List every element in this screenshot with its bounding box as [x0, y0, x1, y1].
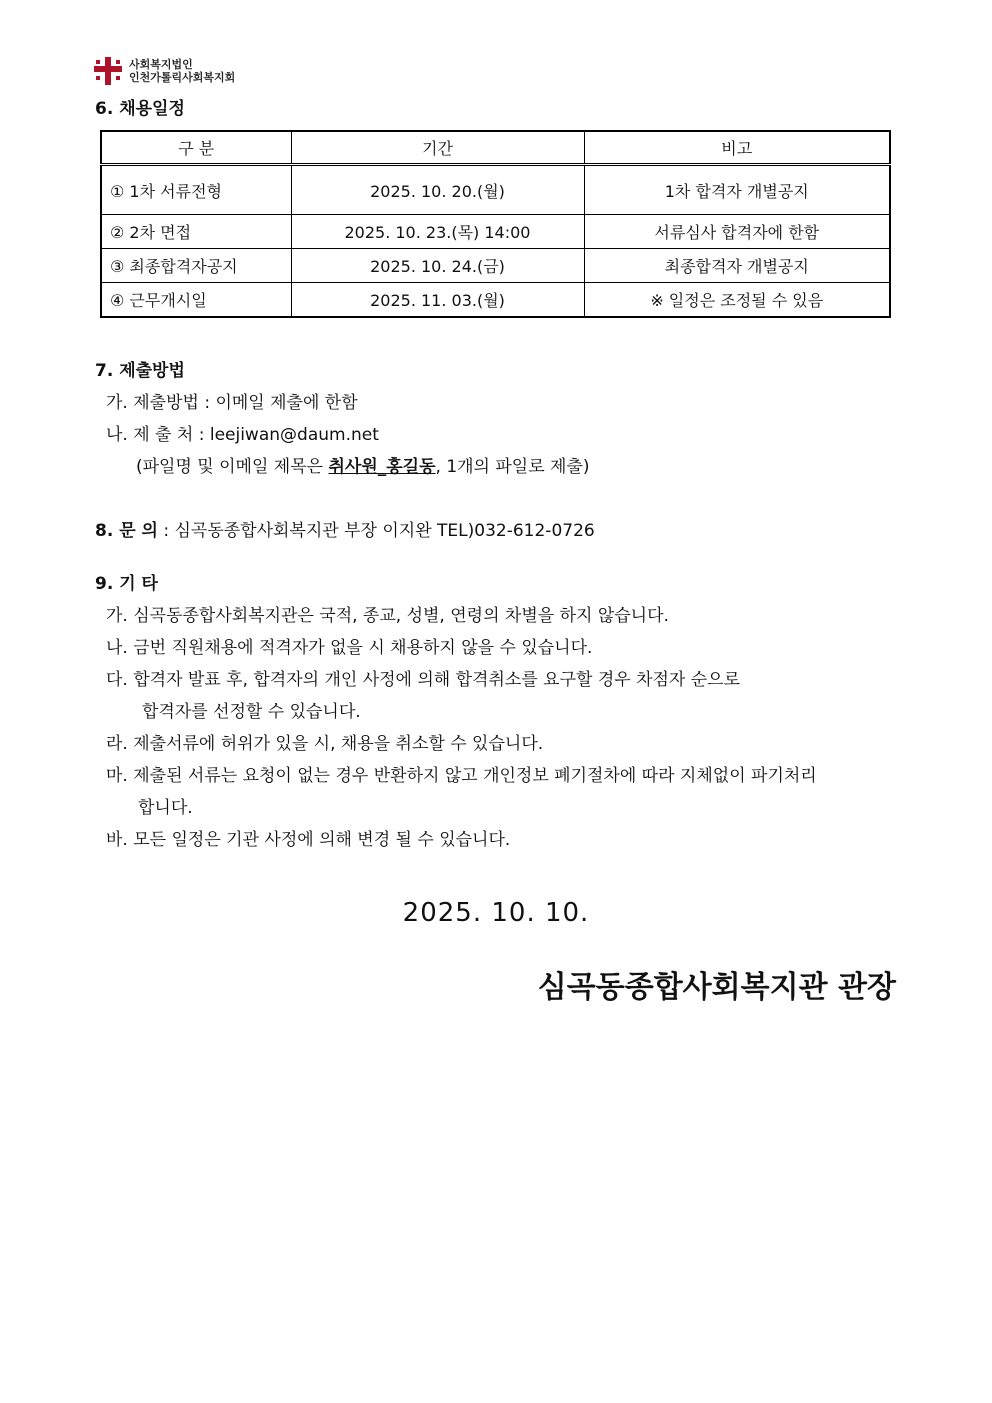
list-item: 마. 제출된 서류는 요청이 없는 경우 반환하지 않고 개인정보 폐기절차에 따라 지체없이 파기처리 — [106, 766, 817, 786]
list-item-continuation: 합격자를 선정할 수 있습니다. — [142, 702, 361, 722]
row-note: 서류심사 합격자에 한함 — [584, 215, 890, 249]
submission-method: 가. 제출방법 : 이메일 제출에 한함 — [106, 393, 358, 413]
note-suffix: , 1개의 파일로 제출) — [435, 457, 590, 477]
email-link[interactable]: leejiwan@daum.net — [209, 425, 379, 445]
org-logo — [93, 56, 235, 86]
section-6-title: 6. 채용일정 — [95, 99, 185, 119]
header-note: 비고 — [584, 131, 890, 165]
row-period: 2025. 10. 23.(목) 14:00 — [291, 215, 584, 249]
list-item: 라. 제출서류에 허위가 있을 시, 채용을 취소할 수 있습니다. — [106, 734, 544, 754]
table-row — [101, 249, 890, 283]
row-item: ② 2차 면접 — [101, 215, 291, 249]
row-note: ※ 일정은 조정될 수 있음 — [584, 283, 890, 317]
inquiry-line — [95, 516, 595, 541]
section-9-title: 9. 기 타 — [95, 574, 158, 594]
table-row — [101, 165, 890, 215]
schedule-table — [100, 130, 891, 318]
section-8-title: 8. 문 의 — [95, 521, 158, 541]
list-item: 다. 합격자 발표 후, 합격자의 개인 사정에 의해 합격취소를 요구할 경우 차점자 순으로 — [106, 670, 741, 690]
inquiry-contact: : 심곡동종합사회복지관 부장 이지완 TEL)032-612-0726 — [163, 521, 595, 541]
file-naming-note — [136, 452, 590, 477]
logo-line-2: 인천가톨릭사회복지회 — [129, 71, 236, 84]
list-item-continuation: 합니다. — [138, 798, 193, 818]
table-header-row — [101, 131, 890, 165]
header-category: 구 분 — [101, 131, 291, 165]
logo-line-1: 사회복지법인 — [129, 58, 193, 71]
table-row — [101, 215, 890, 249]
row-item: ④ 근무개시일 — [101, 283, 291, 317]
list-item: 나. 금번 직원채용에 적격자가 없을 시 채용하지 않을 수 있습니다. — [106, 638, 593, 658]
document-date: 2025. 10. 10. — [402, 898, 590, 928]
list-item: 바. 모든 일정은 기관 사정에 의해 변경 될 수 있습니다. — [106, 830, 511, 850]
note-example-filename: 취사원_홍길동 — [328, 457, 436, 477]
row-item: ③ 최종합격자공지 — [101, 249, 291, 283]
row-note: 1차 합격자 개별공지 — [584, 165, 890, 215]
submission-destination — [106, 420, 379, 445]
destination-label: 나. 제 출 처 : — [106, 425, 210, 445]
header-period: 기간 — [291, 131, 584, 165]
list-item: 가. 심곡동종합사회복지관은 국적, 종교, 성별, 연령의 차별을 하지 않습니다. — [106, 606, 669, 626]
section-7-title: 7. 제출방법 — [95, 361, 185, 381]
cross-emblem-icon — [93, 56, 123, 86]
row-period: 2025. 11. 03.(월) — [291, 283, 584, 317]
note-prefix: (파일명 및 이메일 제목은 — [136, 457, 329, 477]
row-period: 2025. 10. 24.(금) — [291, 249, 584, 283]
row-item: ① 1차 서류전형 — [101, 165, 291, 215]
table-row — [101, 283, 890, 317]
row-period: 2025. 10. 20.(월) — [291, 165, 584, 215]
issuer-signature: 심곡동종합사회복지관 관장 — [537, 970, 896, 1005]
row-note: 최종합격자 개별공지 — [584, 249, 890, 283]
